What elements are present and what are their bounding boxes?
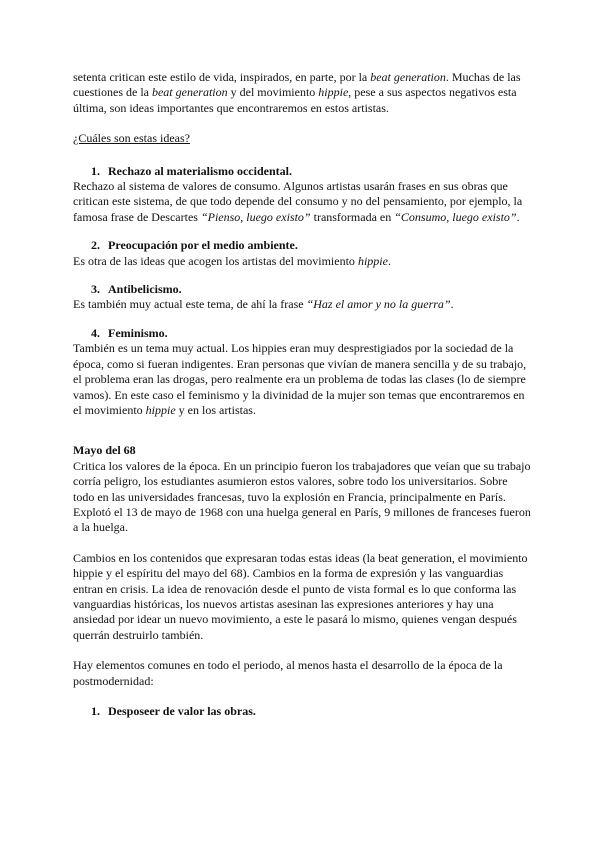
elementos-paragraph: Hay elementos comunes en todo el periodo, al menos hasta el desarrollo de la época de la postmodernidad:: [73, 658, 503, 688]
idea-quote: “Consumo, luego existo”: [394, 209, 517, 224]
question-heading: ¿Cuáles son estas ideas?: [73, 131, 190, 146]
idea-text: .: [387, 253, 391, 268]
idea-number: 4.: [91, 325, 100, 340]
final-heading-number: 1.: [91, 704, 100, 718]
idea-text: Rechazo al sistema de valores de consumo. Algunos artistas usarán frases en sus obras que critican este sistema, de que todo depende del consumo y no del pensamiento, por ejemplo, la famosa frase de Descartes: [73, 179, 523, 224]
idea-emphasis: hippie: [145, 402, 176, 417]
idea-paragraph: [73, 297, 531, 312]
final-heading: [91, 704, 531, 719]
idea-heading: [91, 326, 531, 341]
idea-text: También es un tema muy actual. Los hippies eran muy desprestigiados por la sociedad de la época, como si fueran indigentes. Eran personas que vivían de manera sencilla y de su trabajo, el problema eran las drogas, pero realmente era un problema de todas las clases (lo de siempre vamos). En este caso el feminismo y la divinidad de la mujer son temas que encontraremos en el movimiento: [73, 341, 527, 417]
document-body: [73, 70, 531, 719]
intro-text: setenta critican este estilo de vida, inspirados, en parte, por la: [73, 70, 371, 84]
idea-text: transformada en: [310, 209, 395, 224]
idea-number: 2.: [91, 238, 100, 253]
mayo-paragraph: Critica los valores de la época. En un principio fueron los trabajadores que veían que su trabajo corría peligro, los estudiantes asumieron estos valores, sobre todo los universitarios. Sobre todo en las universidades francesas, tuvo la explosión en Francia, principalmente en París. Explotó el 13 de mayo de 1968 con una huelga general en París, 9 millones de franceses fueron a la huelga.: [73, 458, 531, 535]
intro-paragraph: [73, 70, 531, 116]
intro-text: , pese a sus aspectos negativos esta última, son ideas importantes que encontraremos en estos artistas.: [73, 85, 517, 115]
idea-emphasis: “Haz el amor y no la guerra”: [306, 297, 451, 312]
idea-emphasis: hippie: [357, 253, 388, 268]
cambios-paragraph: Cambios en los contenidos que expresaran todas estas ideas (la beat generation, el movimiento hippie y el espíritu del mayo del 68). Cambios en la forma de expresión y las vanguardias entran en crisis. La idea de renovación desde el punto de vista formal es lo que conforma las vanguardias históricas, los nuevos artistas asesinan las expresiones anteriores y hay una ansiedad por idear un nuevo movimiento, a este le pasará lo mismo, quienes vengan después querrán destruirlo también.: [73, 550, 528, 642]
idea-title: Feminismo.: [108, 325, 168, 340]
idea-text: .: [516, 209, 520, 224]
idea-paragraph: [73, 179, 531, 225]
idea-title: Rechazo al materialismo occidental.: [108, 163, 292, 178]
intro-text: . Muchas de las cuestiones de la: [73, 70, 521, 100]
idea-text: .: [450, 297, 454, 312]
idea-number: 1.: [91, 163, 100, 178]
idea-heading: [91, 238, 531, 253]
idea-paragraph: [73, 341, 531, 418]
idea-paragraph: [73, 254, 531, 269]
idea-heading: [91, 164, 531, 179]
idea-number: 3.: [91, 282, 100, 297]
idea-text: y en los artistas.: [175, 402, 256, 417]
intro-emphasis: beat generation: [151, 85, 228, 100]
idea-heading: [91, 282, 531, 297]
section-title: Mayo del 68: [73, 443, 136, 458]
idea-quote: “Pienso, luego existo”: [200, 209, 311, 224]
idea-text: Es también muy actual este tema, de ahí la frase: [73, 297, 307, 312]
idea-text: Es otra de las ideas que acogen los artistas del movimiento: [73, 253, 358, 268]
intro-emphasis: hippie: [318, 85, 349, 100]
idea-title: Preocupación por el medio ambiente.: [108, 238, 298, 253]
intro-text: y del movimiento: [227, 85, 319, 100]
intro-emphasis: beat generation: [370, 70, 446, 84]
idea-title: Antibelicismo.: [108, 282, 182, 297]
final-heading-title: Desposeer de valor las obras.: [108, 704, 256, 718]
